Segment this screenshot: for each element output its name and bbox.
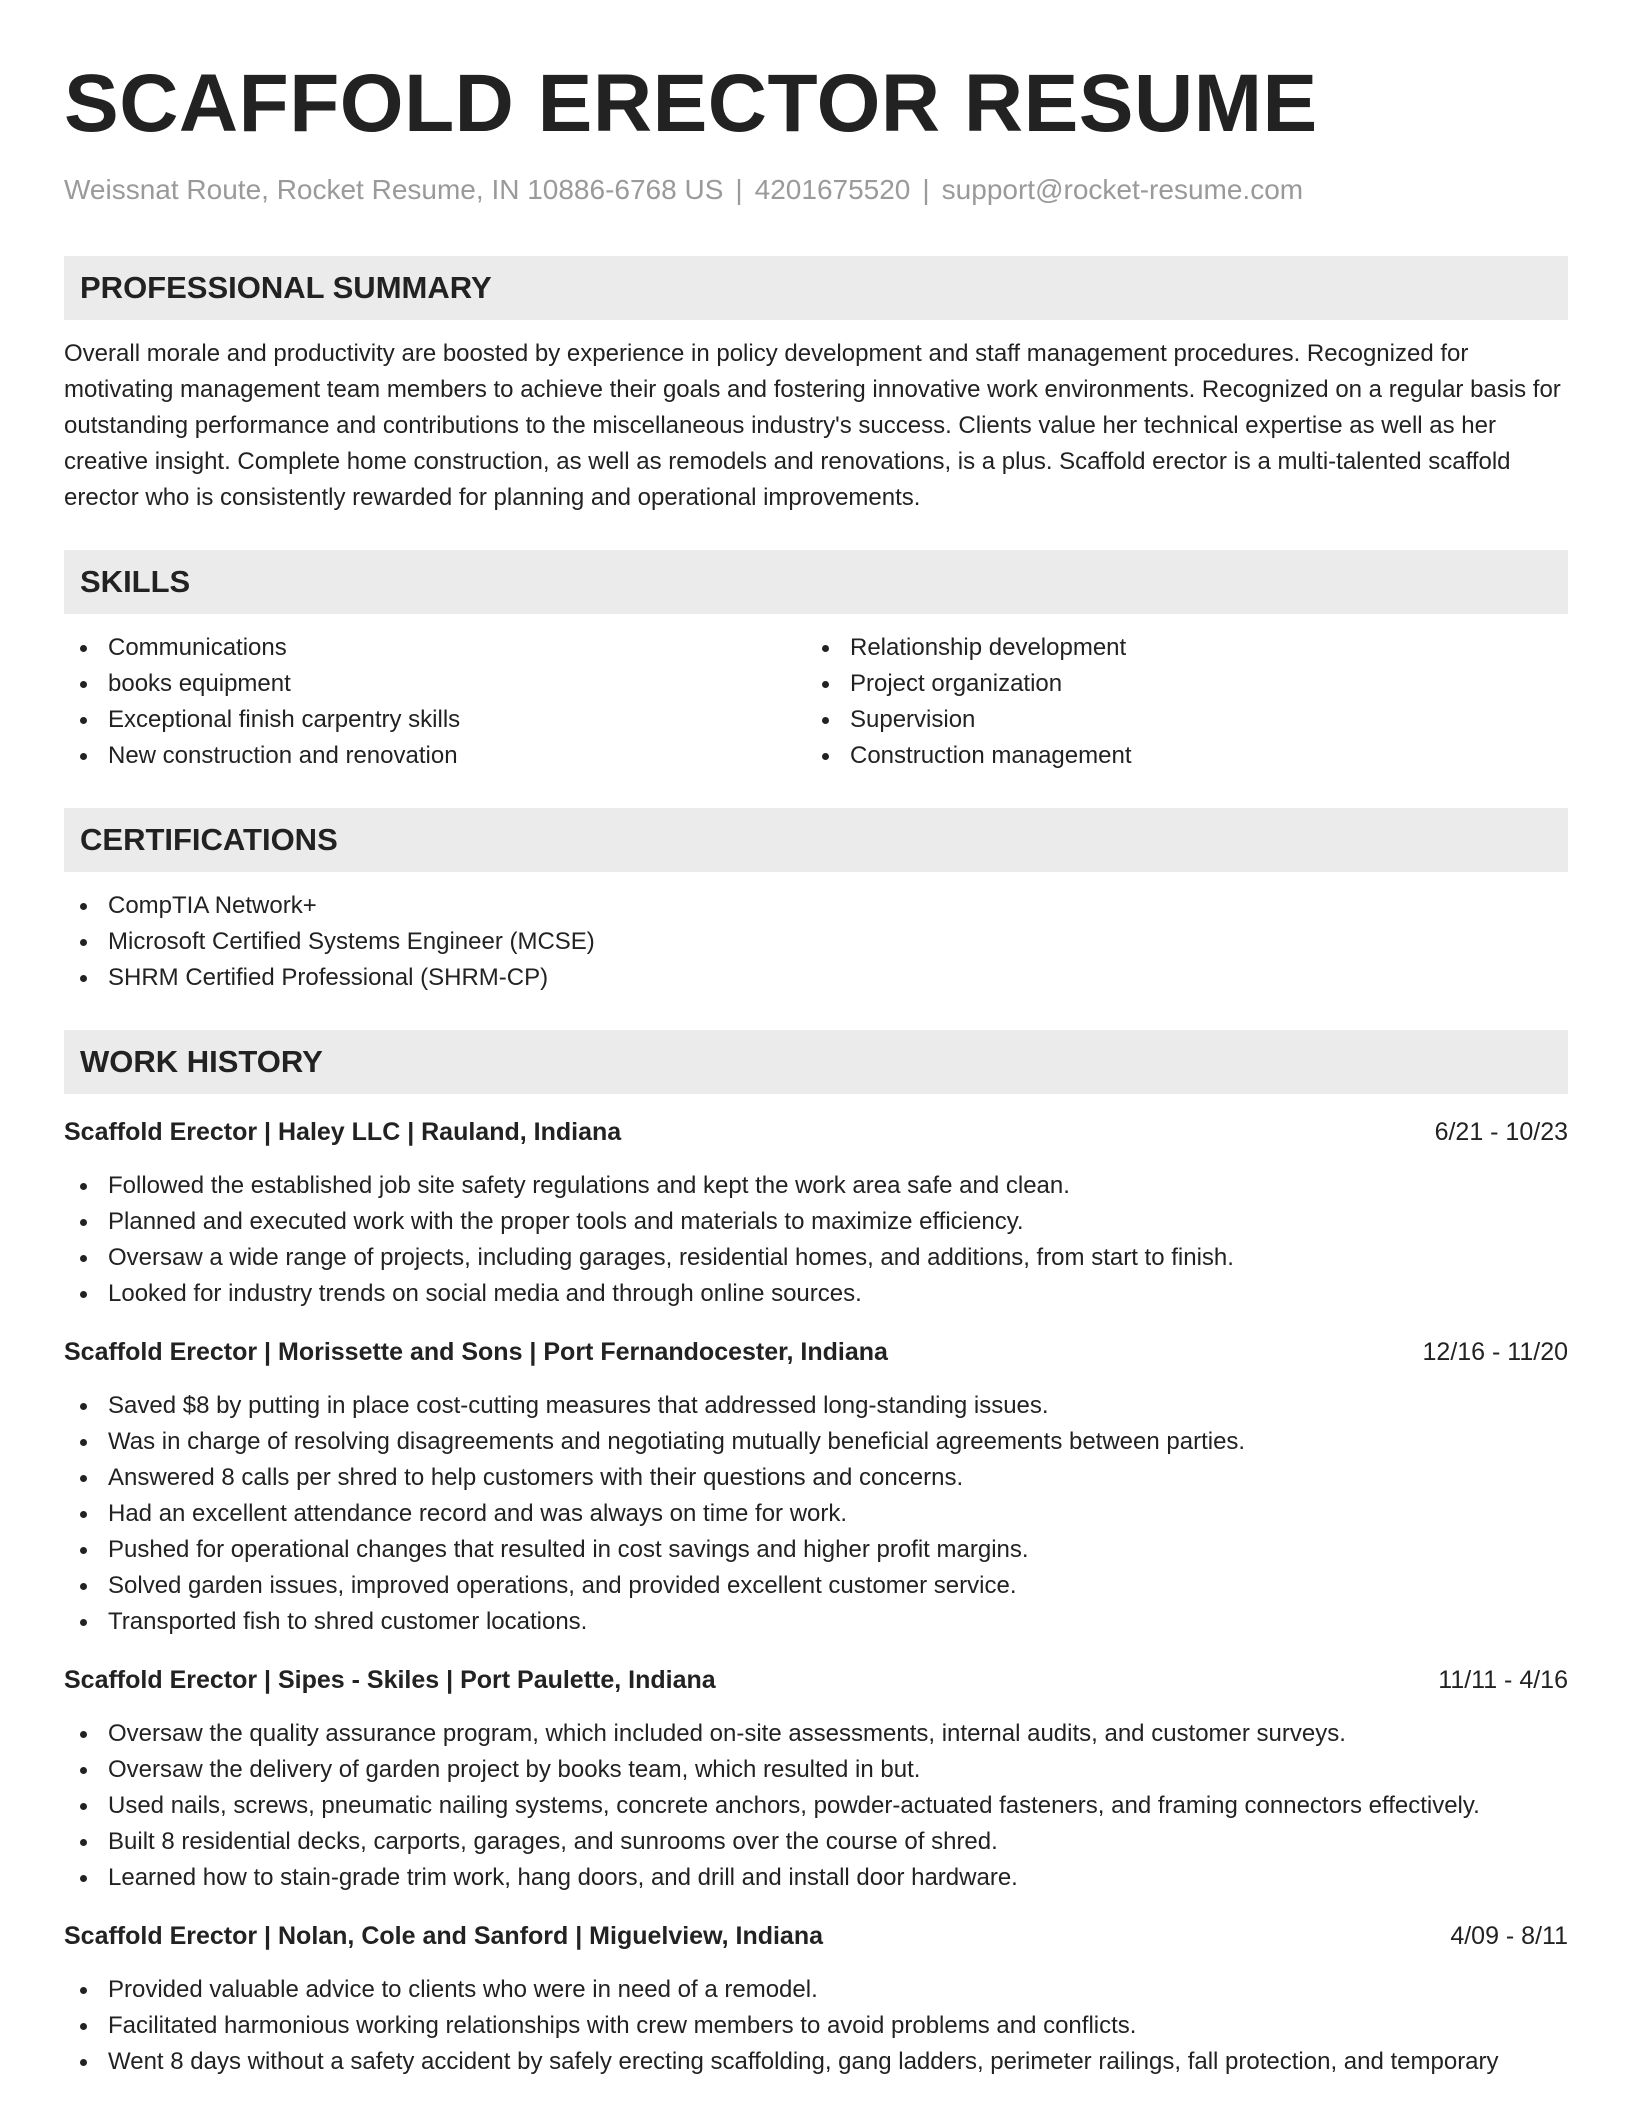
job-bullet: Transported fish to shred customer locations. (64, 1604, 1568, 1640)
summary-text: Overall morale and productivity are boosted by experience in policy development and staff management procedures. Recognized for motivating management team members to achieve their goals and fostering innovative work environments. Recognized on a regular basis for outstanding performance and contributions to the miscellaneous industry's success. Clients value her technical expertise as well as her creative insight. Complete home construction, as well as remodels and renovations, is a plus. Scaffold erector is a multi-talented scaffold erector who is consistently rewarded for planning and operational improvements. (64, 340, 1561, 511)
job-header (64, 1662, 1568, 1698)
job-bullet: Saved $8 by putting in place cost-cutting measures that addressed long-standing issues. (64, 1388, 1568, 1424)
skill-item: Exceptional finish carpentry skills (64, 702, 806, 738)
job-entry (64, 1334, 1568, 1640)
job-bullet: Learned how to stain-grade trim work, hang doors, and drill and install door hardware. (64, 1860, 1568, 1896)
job-bullet: Oversaw the quality assurance program, which included on-site assessments, internal audits, and customer surveys. (64, 1716, 1568, 1752)
job-dates: 12/16 - 11/20 (1422, 1338, 1568, 1366)
job-dates: 4/09 - 8/11 (1450, 1922, 1568, 1950)
skill-item: Relationship development (806, 630, 1548, 666)
section-heading-certifications: CERTIFICATIONS (64, 808, 1568, 872)
job-bullets (64, 1388, 1568, 1640)
job-bullets (64, 1972, 1568, 2080)
job-bullet: Planned and executed work with the proper tools and materials to maximize efficiency. (64, 1204, 1568, 1240)
skill-item: Project organization (806, 666, 1548, 702)
job-header (64, 1334, 1568, 1370)
skill-item: Supervision (806, 702, 1548, 738)
job-bullets (64, 1716, 1568, 1896)
skill-item: Communications (64, 630, 806, 666)
job-dates: 11/11 - 4/16 (1438, 1666, 1568, 1694)
job-bullet: Looked for industry trends on social media and through online sources. (64, 1276, 1568, 1312)
job-bullet: Oversaw a wide range of projects, including garages, residential homes, and additions, from start to finish. (64, 1240, 1568, 1276)
job-bullet: Provided valuable advice to clients who were in need of a remodel. (64, 1972, 1568, 2008)
skills-grid (64, 630, 1568, 774)
job-bullet: Went 8 days without a safety accident by safely erecting scaffolding, gang ladders, perimeter railings, fall protection, and temporary (64, 2044, 1568, 2080)
job-dates: 6/21 - 10/23 (1434, 1118, 1568, 1146)
skills-list-right (806, 630, 1548, 774)
job-bullet: Had an excellent attendance record and was always on time for work. (64, 1496, 1568, 1532)
job-entry (64, 1918, 1568, 2080)
certification-item: Microsoft Certified Systems Engineer (MCSE) (64, 924, 1568, 960)
skill-item: Construction management (806, 738, 1548, 774)
job-bullet: Built 8 residential decks, carports, garages, and sunrooms over the course of shred. (64, 1824, 1568, 1860)
contact-line (64, 172, 1568, 208)
contact-address: Weissnat Route, Rocket Resume, IN 10886-6768 US (64, 174, 724, 205)
section-heading-summary: PROFESSIONAL SUMMARY (64, 256, 1568, 320)
skills-list-left (64, 630, 806, 774)
job-bullet: Oversaw the delivery of garden project by books team, which resulted in but. (64, 1752, 1568, 1788)
section-heading-skills: SKILLS (64, 550, 1568, 614)
job-bullet: Pushed for operational changes that resulted in cost savings and higher profit margins. (64, 1532, 1568, 1568)
job-entry (64, 1662, 1568, 1896)
certification-item: CompTIA Network+ (64, 888, 1568, 924)
skill-item: New construction and renovation (64, 738, 806, 774)
contact-email: support@rocket-resume.com (941, 174, 1304, 205)
job-title: Scaffold Erector | Sipes - Skiles | Port Paulette, Indiana (64, 1666, 716, 1694)
job-entry (64, 1114, 1568, 1312)
skill-item: books equipment (64, 666, 806, 702)
job-bullet: Was in charge of resolving disagreements and negotiating mutually beneficial agreements between parties. (64, 1424, 1568, 1460)
job-header (64, 1918, 1568, 1954)
job-bullet: Facilitated harmonious working relationships with crew members to avoid problems and conflicts. (64, 2008, 1568, 2044)
certifications-list (64, 888, 1568, 996)
resume-page (64, 56, 1568, 2080)
section-heading-work-history: WORK HISTORY (64, 1030, 1568, 1094)
resume-title: SCAFFOLD ERECTOR RESUME (64, 58, 1318, 149)
job-header (64, 1114, 1568, 1150)
job-bullet: Followed the established job site safety regulations and kept the work area safe and clean. (64, 1168, 1568, 1204)
job-title: Scaffold Erector | Morissette and Sons | Port Fernandocester, Indiana (64, 1338, 888, 1366)
job-title: Scaffold Erector | Nolan, Cole and Sanford | Miguelview, Indiana (64, 1922, 824, 1950)
contact-phone: 4201675520 (754, 174, 911, 205)
job-bullet: Answered 8 calls per shred to help customers with their questions and concerns. (64, 1460, 1568, 1496)
job-bullet: Solved garden issues, improved operations, and provided excellent customer service. (64, 1568, 1568, 1604)
certification-item: SHRM Certified Professional (SHRM-CP) (64, 960, 1568, 996)
contact-separator: | (735, 174, 743, 205)
contact-separator: | (922, 174, 930, 205)
job-bullets (64, 1168, 1568, 1312)
job-title: Scaffold Erector | Haley LLC | Rauland, Indiana (64, 1118, 622, 1146)
job-bullet: Used nails, screws, pneumatic nailing systems, concrete anchors, powder-actuated fasteners, and framing connectors effectively. (64, 1788, 1568, 1824)
